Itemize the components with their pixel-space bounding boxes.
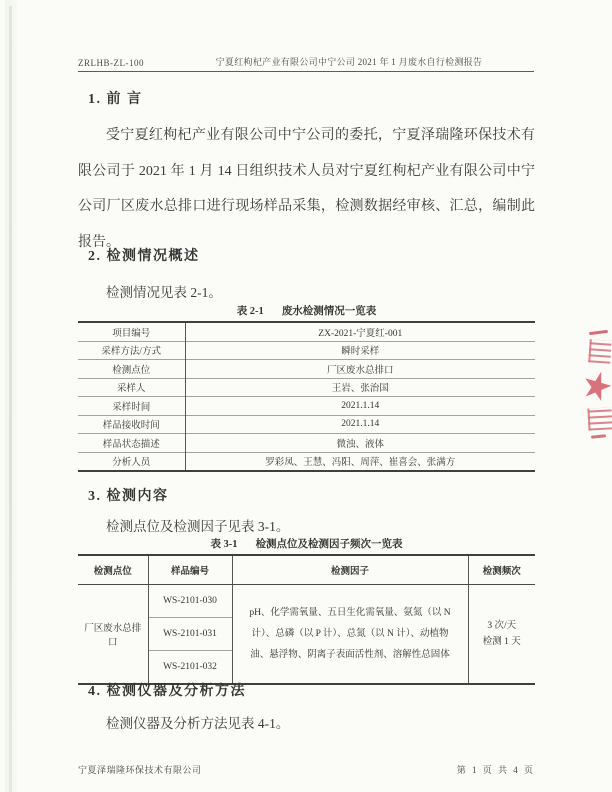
monitoring-factors: pH、化学需氧量、五日生化需氧量、氨氮（以 N 计）、总磷（以 P 计）、总氮（以 N 计）、动植物油、悬浮物、阴离子表面活性剂、溶解性总固体: [232, 585, 468, 685]
row-value: 2021.1.14: [185, 415, 535, 434]
row-label: 检测点位: [78, 360, 185, 379]
row-label: 采样时间: [78, 397, 185, 416]
table-row: [78, 415, 535, 434]
row-value: 微浊、液体: [185, 434, 535, 453]
section-2-heading: 2. 检测情况概述: [88, 249, 200, 264]
section-4-lead: 检测仪器及分析方法见表 4-1。: [106, 716, 290, 731]
column-header: 检测因子: [232, 555, 468, 585]
sample-id: WS-2101-031: [148, 618, 232, 651]
monitoring-frequency: [468, 585, 535, 685]
table-header-row: [78, 555, 535, 585]
row-label: 采样方法/方式: [78, 341, 185, 360]
table-row: [78, 341, 535, 360]
section-3-heading: 3. 检测内容: [88, 489, 169, 504]
frequency-line: 3 次/天: [487, 621, 517, 631]
table-2-1-caption-title: 废水检测情况一览表: [281, 306, 377, 317]
monitoring-factors-table: [78, 554, 535, 685]
monitoring-location: 厂区废水总排口: [78, 585, 148, 685]
table-3-1-caption-title: 检测点位及检测因子频次一览表: [255, 539, 403, 550]
sample-id: WS-2101-032: [148, 651, 232, 685]
table-3-1-caption-number: 表 3-1: [210, 539, 238, 550]
row-label: 项目编号: [78, 322, 185, 341]
row-value: 瞬时采样: [185, 341, 535, 360]
row-value: 王岩、张治国: [185, 378, 535, 397]
table-row: [78, 452, 535, 471]
row-label: 分析人员: [78, 452, 185, 471]
table-row: [78, 322, 535, 341]
wastewater-overview-table: [78, 321, 535, 472]
row-value: 厂区废水总排口: [185, 360, 535, 379]
scanner-edge-line: [9, 6, 12, 792]
section-3-lead: 检测点位及检测因子见表 3-1。: [106, 519, 290, 534]
sample-id: WS-2101-030: [148, 585, 232, 618]
red-stamp-fragment: [580, 329, 612, 447]
footer-company: 宁夏泽瑞隆环保技术有限公司: [78, 765, 202, 775]
stamp-star-icon: [579, 368, 612, 406]
table-row: [78, 378, 535, 397]
section-4-heading: 4. 检测仪器及分析方法: [88, 684, 246, 699]
section-2-lead: 检测情况见表 2-1。: [106, 285, 222, 300]
stamp-stroke: [591, 434, 606, 439]
frequency-line: 检测 1 天: [482, 637, 521, 647]
column-header: 检测点位: [78, 555, 148, 585]
table-2-1-caption: [78, 303, 535, 318]
row-label: 样品状态描述: [78, 434, 185, 453]
stamp-character-fragment: [587, 407, 612, 430]
table-row: [78, 397, 535, 416]
column-header: 检测频次: [468, 555, 535, 585]
table-3-1-caption: [78, 536, 535, 551]
column-header: 样品编号: [148, 555, 232, 585]
stamp-character-fragment: [588, 339, 612, 363]
row-value: 2021.1.14: [185, 397, 535, 416]
report-title: 宁夏红枸杞产业有限公司中宁公司 2021 年 1 月废水自行检测报告: [215, 57, 483, 67]
row-value: 罗彩凤、王慧、冯阳、周萍、崔喜会、张满方: [185, 452, 535, 471]
row-label: 采样人: [78, 378, 185, 397]
page-header: [78, 54, 534, 72]
table-row: [78, 434, 535, 453]
stamp-stroke: [589, 330, 608, 335]
row-label: 样品接收时间: [78, 415, 185, 434]
section-1-paragraph: 受宁夏红枸杞产业有限公司中宁公司的委托，宁夏泽瑞隆环保技术有限公司于 2021 年 1 月 14 日组织技术人员对宁夏红枸杞产业有限公司中宁公司厂区废水总排口进行现场样品采集，检测数据经审核、汇总，编制此报告。: [78, 128, 535, 250]
table-row: [78, 585, 535, 618]
table-row: [78, 360, 535, 379]
report-code: ZRLHB-ZL-100: [78, 58, 144, 68]
row-value: ZX-2021-宁夏红-001: [318, 328, 403, 339]
table-2-1-caption-number: 表 2-1: [236, 306, 264, 317]
footer-pagination: 第 1 页 共 4 页: [456, 765, 535, 775]
section-1-heading: 1. 前 言: [88, 92, 143, 107]
